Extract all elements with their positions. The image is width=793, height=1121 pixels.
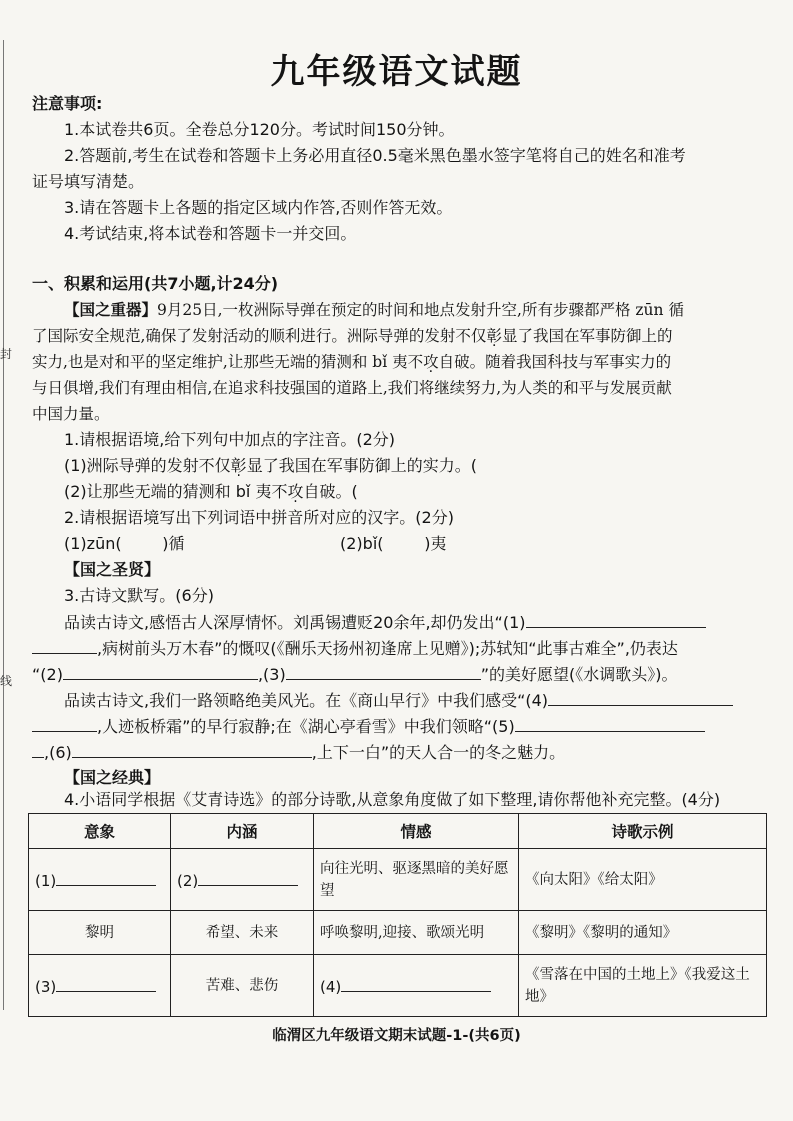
section-heading: 一、积累和运用(共7小题,计24分)	[32, 274, 279, 293]
q1-stem: 1.请根据语境,给下列句中加点的字注音。(2分)	[64, 430, 396, 449]
notice-item-1: 1.本试卷共6页。全卷总分120分。考试时间150分钟。	[64, 120, 455, 139]
q3-text-3b: ,(3)	[257, 665, 286, 684]
answer-blank-3[interactable]	[286, 664, 481, 680]
q3-text-6b: ,上下一白”的天人合一的冬之魅力。	[311, 743, 566, 762]
table-row	[29, 849, 767, 911]
q3-text-1: 品读古诗文,感悟古人深厚情怀。刘禹锡遭贬20余年,却仍发出“(1)	[64, 613, 526, 632]
table-header-row	[29, 814, 767, 849]
page-footer: 临渭区九年级语文期末试题-1-(共6页)	[272, 1028, 521, 1044]
q3-line-4	[64, 690, 733, 711]
answer-blank-5-cont[interactable]	[32, 742, 44, 758]
dotted-char: 彰	[230, 456, 247, 475]
cell-emotion: 呼唤黎明,迎接、歌颂光明	[314, 911, 519, 955]
q1-b-text: (2)让那些无端的猜测和 bǐ 夷不	[64, 482, 288, 501]
q3-line-5	[32, 716, 705, 737]
cell-example: 《向太阳》《给太阳》	[519, 849, 767, 911]
q3-line-2	[32, 638, 678, 659]
q4-stem: 4.小语同学根据《艾青诗选》的部分诗歌,从意象角度做了如下整理,请你帮他补充完整。(4分)	[64, 790, 721, 809]
notice-item-2-cont: 证号填写清楚。	[32, 172, 145, 191]
passage-text-2: 了国际安全规范,确保了发射活动的顺利进行。洲际导弹的发射不仅	[32, 327, 487, 345]
dotted-char: 攻	[423, 353, 439, 371]
passage-line-4: 与日俱增,我们有理由相信,在追求科技强国的道路上,我们将继续努力,为人类的和平与发展贡献	[32, 379, 672, 397]
q2-a: (1)zūn( )循	[64, 534, 185, 553]
cell-label: (4)	[320, 977, 342, 996]
cell-label: (3)	[35, 977, 57, 996]
answer-blank-table-1[interactable]	[56, 870, 156, 886]
q3-text-3a: “(2)	[32, 665, 63, 684]
q3-text-6a: ,(6)	[44, 743, 72, 762]
answer-blank-table-4[interactable]	[341, 976, 491, 992]
cell-imagery	[29, 849, 171, 911]
q2-b: (2)bǐ( )夷	[340, 534, 447, 553]
passage-text-3-tail: 自破。随着我国科技与军事实力的	[438, 353, 672, 371]
passage-line-2	[32, 326, 672, 346]
cell-example: 《黎明》《黎明的通知》	[519, 911, 767, 955]
q3-text-5: ,人迹板桥霜”的早行寂静;在《湖心亭看雪》中我们领略“(5)	[97, 717, 515, 736]
passage-line-3	[32, 352, 671, 372]
cell-imagery: 黎明	[29, 911, 171, 955]
binding-mark-seal: 封	[0, 347, 13, 361]
answer-blank-2[interactable]	[63, 664, 258, 680]
col-header-example: 诗歌示例	[519, 814, 767, 849]
notice-item-3: 3.请在答题卡上各题的指定区域内作答,否则作答无效。	[64, 198, 453, 217]
answer-blank-4[interactable]	[548, 690, 733, 706]
cell-imagery	[29, 955, 171, 1017]
answer-blank-6[interactable]	[72, 742, 312, 758]
answer-blank-table-3[interactable]	[56, 976, 156, 992]
answer-blank-table-2[interactable]	[198, 870, 298, 886]
q1-b-tail: 自破。(	[303, 482, 358, 501]
cell-emotion	[314, 955, 519, 1017]
passage-text-3: 实力,也是对和平的坚定维护,让那些无端的猜测和 bǐ 夷不	[32, 353, 424, 371]
dotted-char: 彰	[486, 327, 502, 345]
answer-blank-5[interactable]	[515, 716, 705, 732]
passage-label: 【国之重器】	[64, 300, 158, 319]
notice-heading: 注意事项:	[32, 94, 103, 113]
q3-text-3c: ”的美好愿望(《水调歌头》)。	[480, 665, 678, 684]
notice-item-2: 2.答题前,考生在试卷和答题卡上务必用直径0.5毫米黑色墨水签字笔将自己的姓名和准考	[64, 146, 686, 165]
q1-a-text: (1)洲际导弹的发射不仅	[64, 456, 231, 475]
classic-label: 【国之经典】	[64, 768, 161, 787]
q3-text-4: 品读古诗文,我们一路领略绝美风光。在《商山早行》中我们感受“(4)	[64, 691, 549, 710]
q3-line-3	[32, 664, 677, 685]
table-row	[29, 955, 767, 1017]
passage-line-1	[64, 300, 684, 320]
q3-stem: 3.古诗文默写。(6分)	[64, 586, 214, 605]
passage-text-2-tail: 显了我国在军事防御上的	[501, 327, 673, 345]
q2-stem: 2.请根据语境写出下列词语中拼音所对应的汉字。(2分)	[64, 508, 454, 527]
imagery-table	[28, 813, 767, 1017]
q3-text-2: ,病树前头万木春”的慨叹(《酬乐天扬州初逢席上见赠》);苏轼知“此事古难全”,仍表达	[97, 639, 678, 658]
answer-blank-1-cont[interactable]	[32, 638, 97, 654]
sage-label: 【国之圣贤】	[64, 560, 161, 579]
q3-line-6	[32, 742, 565, 763]
passage-line-5: 中国力量。	[32, 405, 110, 423]
cell-example: 《雪落在中国的土地上》《我爱这土地》	[519, 955, 767, 1017]
notice-item-4: 4.考试结束,将本试卷和答题卡一并交回。	[64, 224, 357, 243]
col-header-meaning: 内涵	[171, 814, 314, 849]
col-header-imagery: 意象	[29, 814, 171, 849]
cell-emotion: 向往光明、驱逐黑暗的美好愿望	[314, 849, 519, 911]
q3-line-1	[64, 612, 706, 633]
cell-label: (1)	[35, 871, 57, 890]
dotted-char: 攻	[287, 482, 304, 501]
passage-text-1: 9月25日,一枚洲际导弹在预定的时间和地点发射升空,所有步骤都严格 zūn 循	[157, 301, 684, 319]
page-title: 九年级语文试题	[270, 52, 523, 92]
answer-blank-1[interactable]	[526, 612, 706, 628]
cell-label: (2)	[177, 871, 199, 890]
answer-blank-4-cont[interactable]	[32, 716, 97, 732]
cell-meaning	[171, 849, 314, 911]
q1-a	[64, 456, 477, 476]
q1-a-tail: 显了我国在军事防御上的实力。(	[246, 456, 477, 475]
cell-meaning: 希望、未来	[171, 911, 314, 955]
cell-meaning: 苦难、悲伤	[171, 955, 314, 1017]
col-header-emotion: 情感	[314, 814, 519, 849]
q1-b	[64, 482, 358, 502]
table-row	[29, 911, 767, 955]
binding-mark-line: 线	[0, 674, 13, 688]
binding-line	[3, 40, 4, 1010]
